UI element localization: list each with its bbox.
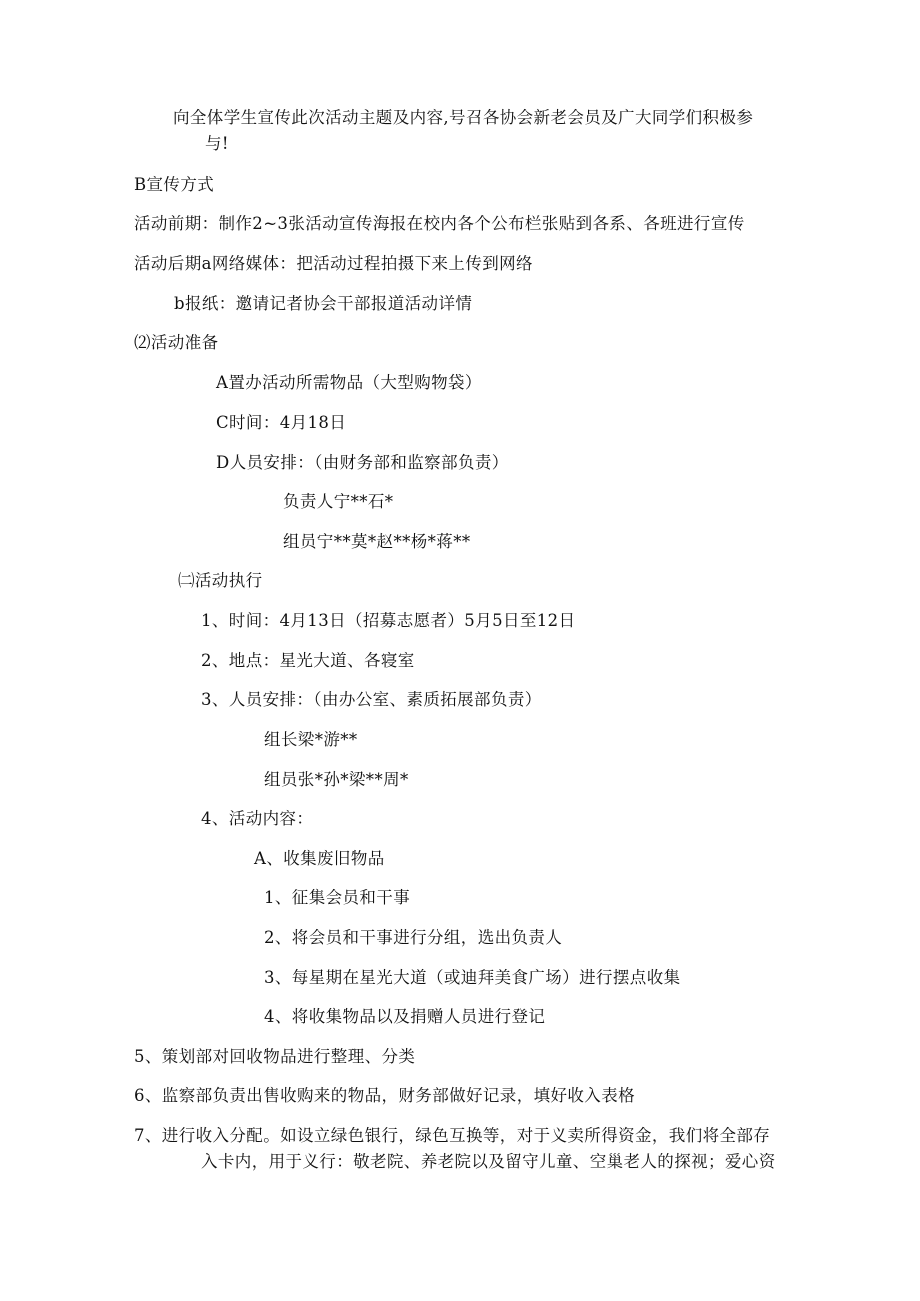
item-7-line: 7、进行收入分配。如设立绿色银行，绿色互换等，对于义卖所得资金，我们将全部存 xyxy=(134,1126,771,1145)
item-5-line: 5、策划部对回收物品进行整理、分类 xyxy=(134,1047,416,1066)
collect-step-1: 1、征集会员和干事 xyxy=(264,888,411,907)
section-heading-promo-method: B宣传方式 xyxy=(134,175,215,194)
promo-intro-line-cont: 与! xyxy=(205,134,229,153)
exec-content-heading: 4、活动内容： xyxy=(201,809,314,828)
prep-staff-line: D人员安排：（由财务部和监察部负责） xyxy=(216,453,509,472)
exec-members-line: 组员张*孙*梁**周* xyxy=(264,770,409,789)
promo-intro-line: 向全体学生宣传此次活动主题及内容,号召各协会新老会员及广大同学们积极参 xyxy=(173,108,754,127)
exec-time-line: 1、时间：4月13日（招募志愿者）5月5日至12日 xyxy=(201,611,576,630)
prep-leader-line: 负责人宁**石* xyxy=(283,492,394,511)
prep-time-line: C时间：4月18日 xyxy=(216,413,347,432)
collect-step-3: 3、每星期在星光大道（或迪拜美食广场）进行摆点收集 xyxy=(264,968,681,987)
collect-heading: A、收集废旧物品 xyxy=(254,849,385,868)
item-7-line-cont: 入卡内，用于义行：敬老院、养老院以及留守儿童、空巢老人的探视；爱心资 xyxy=(201,1152,776,1171)
item-6-line: 6、监察部负责出售收购来的物品，财务部做好记录，填好收入表格 xyxy=(134,1086,635,1105)
section-heading-preparation: ⑵活动准备 xyxy=(134,333,219,352)
section-heading-execution: ㈡活动执行 xyxy=(178,571,263,590)
exec-leader-line: 组长梁*游** xyxy=(264,730,358,749)
prep-supplies-line: A置办活动所需物品（大型购物袋） xyxy=(216,373,482,392)
exec-location-line: 2、地点：星光大道、各寝室 xyxy=(201,651,415,670)
collect-step-2: 2、将会员和干事进行分组，选出负责人 xyxy=(264,928,563,947)
exec-staff-line: 3、人员安排：（由办公室、素质拓展部负责） xyxy=(201,690,542,709)
prep-members-line: 组员宁**莫*赵**杨*蒋** xyxy=(283,532,471,551)
collect-step-4: 4、将收集物品以及捐赠人员进行登记 xyxy=(264,1007,546,1026)
newspaper-line: b报纸：邀请记者协会干部报道活动详情 xyxy=(174,294,473,313)
post-activity-line: 活动后期a网络媒体：把活动过程拍摄下来上传到网络 xyxy=(134,254,533,273)
pre-activity-line: 活动前期：制作2~3张活动宣传海报在校内各个公布栏张贴到各系、各班进行宣传 xyxy=(134,214,745,233)
